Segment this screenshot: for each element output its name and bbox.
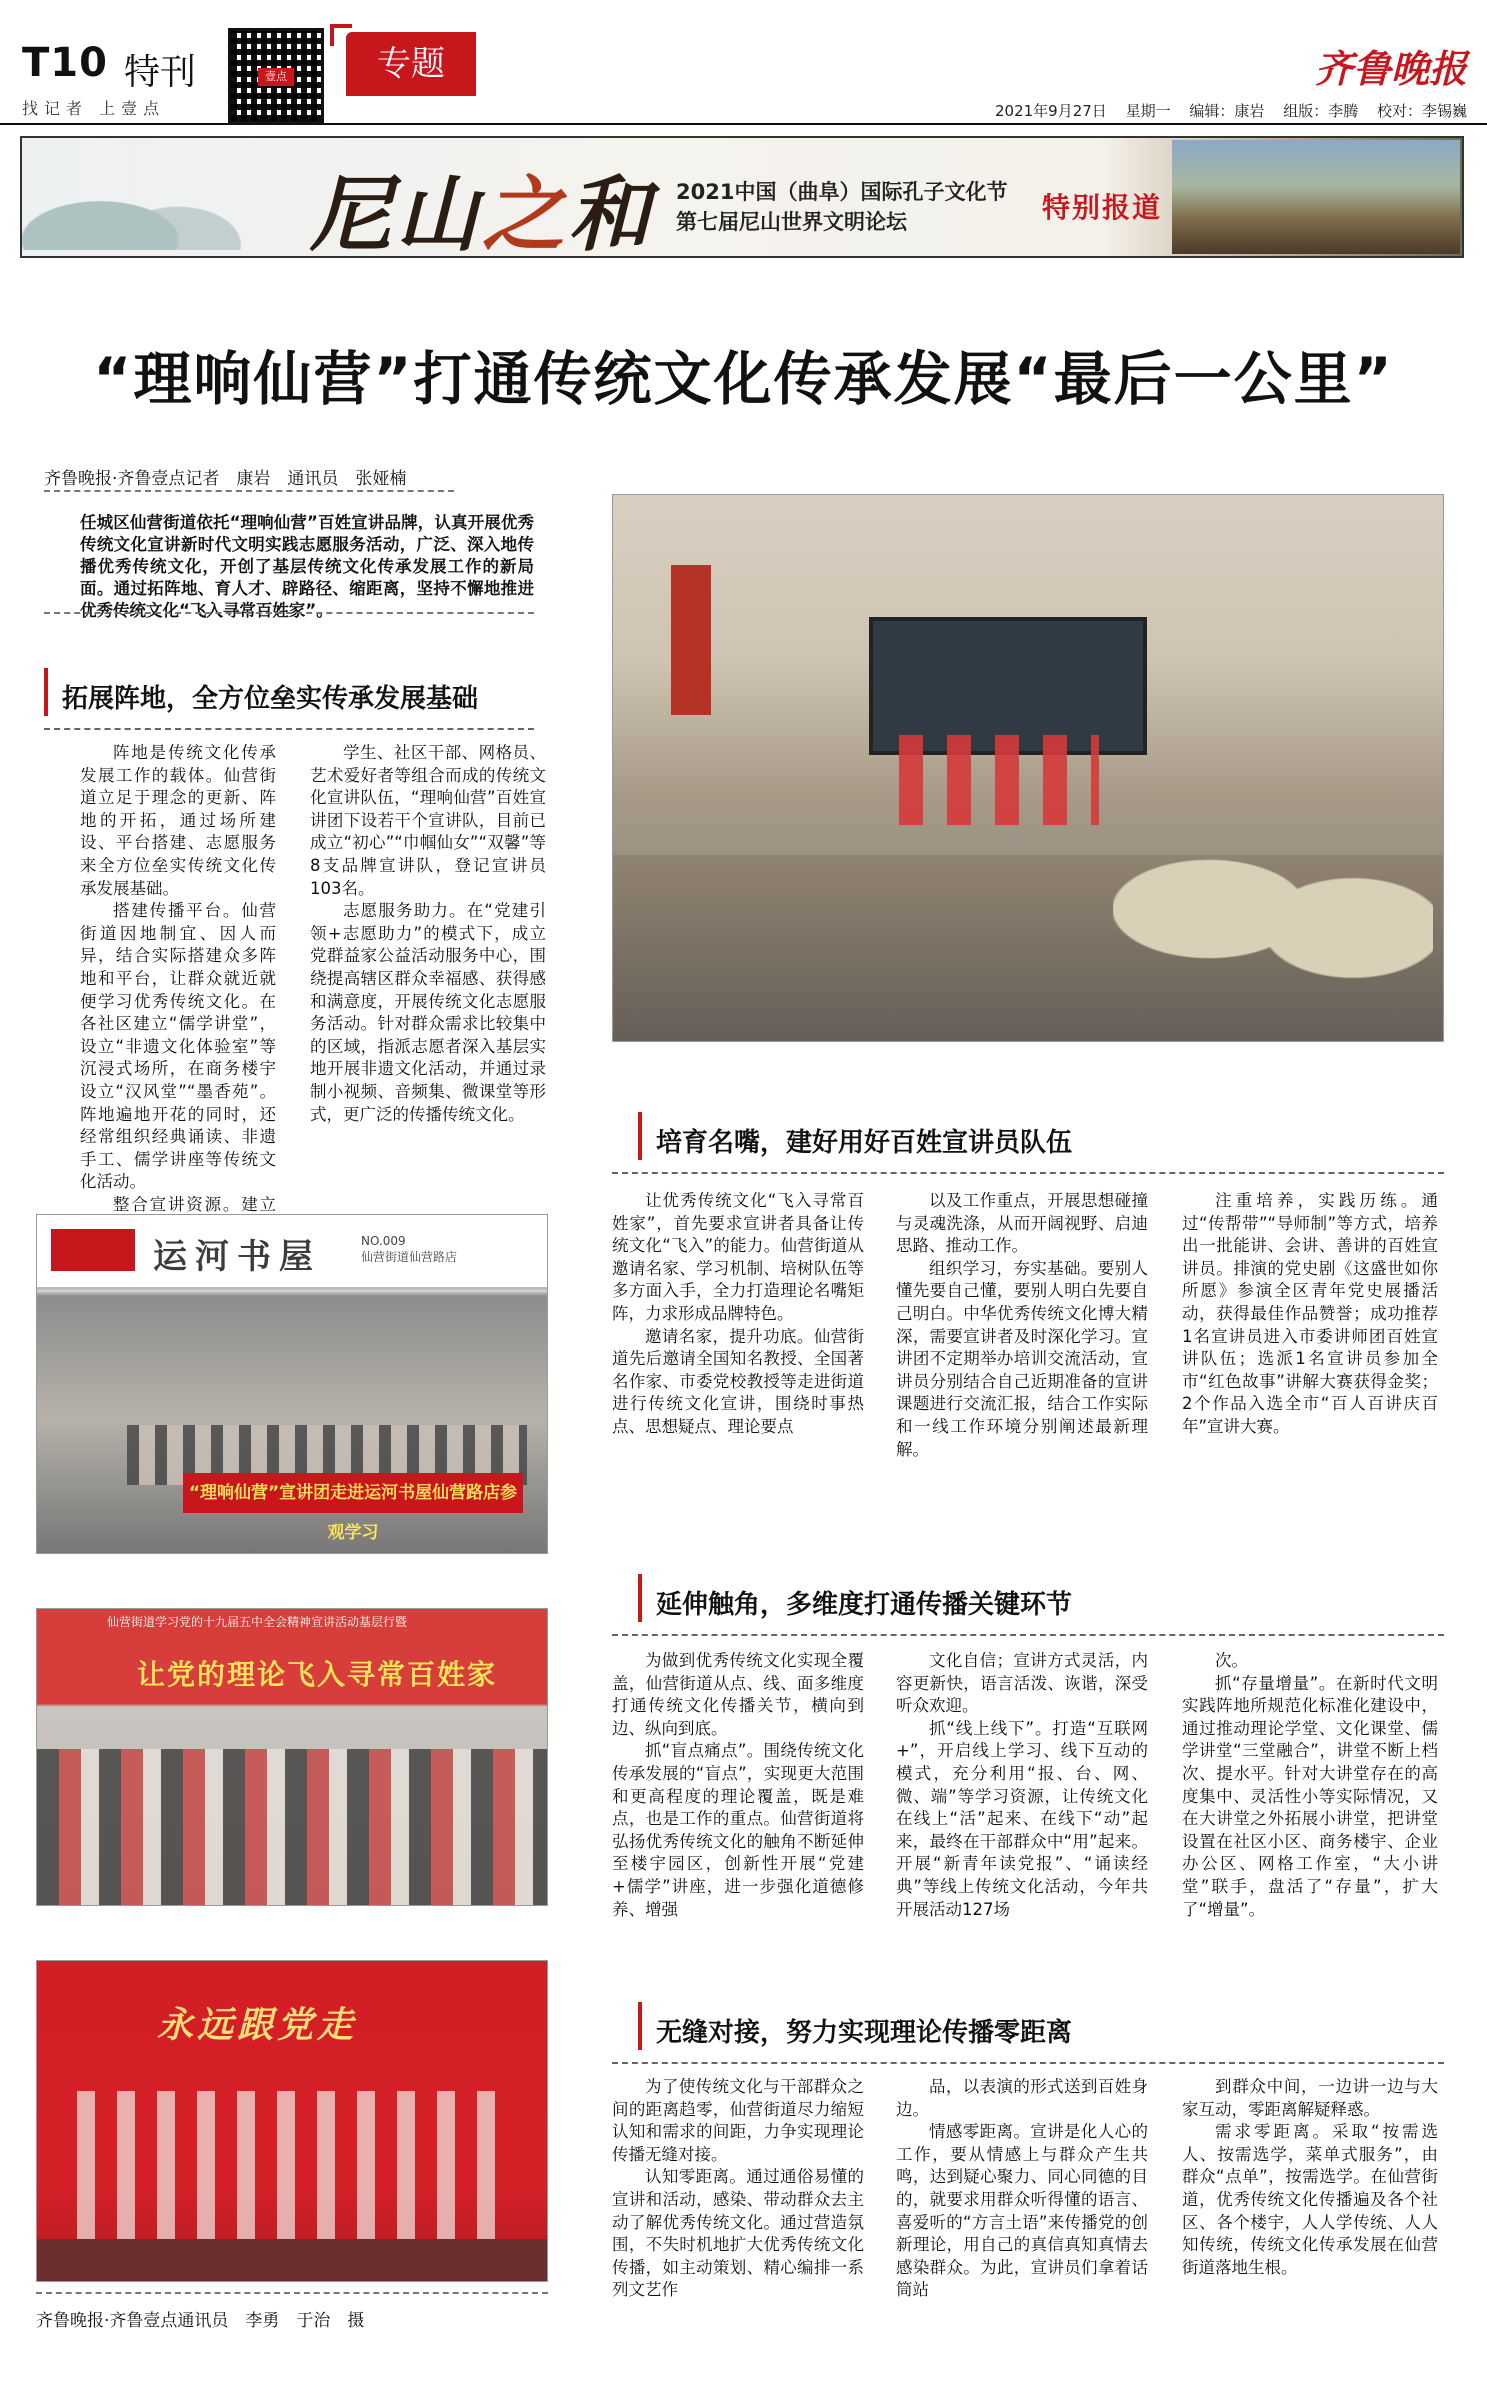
store-number — [361, 1233, 457, 1265]
header-slogan: 找记者 上壹点 — [22, 99, 166, 118]
divider — [612, 1634, 1444, 1636]
banner-tag: 特别报道 — [1042, 191, 1163, 224]
paragraph: 搭建传播平台。仙营街道因地制宜、因人而异，结合实际搭建众多阵地和平台，让群众就近就便学习优秀传统文化。在各社区建立“儒学讲堂”，设立“非遗文化体验室”等沉浸式场所，在商务楼宇设立“汉风堂”“墨香苑”。阵地遍地开花的同时，还经常组织经典诵读、非遗手工、儒学讲座等传统文化活动。 — [80, 901, 276, 1192]
photo-banner-title: 让党的理论飞入寻常百姓家 — [137, 1658, 498, 1691]
divider — [36, 2292, 548, 2294]
paragraph: 组织学习，夯实基础。要别人懂先要自己懂，要别人明白先要自己明白。中华优秀传统文化博大精深，需要宣讲者及时深化学习。宣讲团不定期举办培训交流活动，宣讲员分别结合自己近期准备的宣讲课题进行交流汇报，结合工作实际和一线工作环境分别阐述最新理解。 — [896, 1258, 1148, 1459]
paragraph: 认知零距离。通过通俗易懂的宣讲和活动，感染、带动群众去主动了解优秀传统文化。通过营造氛围，不失时机地扩大优秀传统文化传播，如主动策划、精心编排一系列文艺作 — [612, 2167, 864, 2300]
photo-lecture-group — [36, 1608, 548, 1906]
banner-title-part: 尼山 — [310, 167, 482, 263]
paragraph: 需求零距离。采取“按需选人、按需选学，菜单式服务”，由群众“点单”，按需选学。在仙营街道，优秀传统文化传播遍及各个社区、各个楼宇，人人学传统、人人知传统，传统文化传承发展在仙营街道落地生根。 — [1182, 2122, 1438, 2277]
banner-title-part: 和 — [568, 167, 654, 263]
body-column — [310, 742, 546, 1126]
paragraph: 文化自信；宣讲方式灵活，内容更新快，语言活泼、诙谐，深受听众欢迎。 — [896, 1651, 1148, 1716]
body-column — [612, 1190, 864, 1439]
body-column — [1182, 1650, 1438, 1921]
body-column — [1182, 2076, 1438, 2279]
stage-floor — [37, 2239, 548, 2282]
paragraph: 整合宣讲资源。建立 — [113, 1194, 276, 1214]
chairs — [1113, 795, 1433, 985]
banner-title — [310, 150, 654, 267]
people — [37, 1749, 548, 1906]
layout-credit: 组版：李腾 — [1283, 102, 1359, 120]
divider — [44, 728, 534, 730]
section-heading: 拓展阵地，全方位垒实传承发展基础 — [62, 678, 478, 715]
paragraph: 到群众中间，一边讲一边与大家互动，零距离解疑释惑。 — [1182, 2077, 1438, 2119]
body-column — [80, 742, 276, 1262]
issue-weekday: 星期一 — [1125, 102, 1171, 120]
paragraph: 阵地是传统文化传承发展工作的载体。仙营街道立足于理念的更新、阵地的开拓，通过场所建设、平台搭建、志愿服务来全方位垒实传统文化传承发展基础。 — [80, 743, 276, 898]
banner-subtitle-2: 第七届尼山世界文明论坛 — [676, 210, 907, 234]
photo-banner-top: 仙营街道学习党的十九届五中全会精神宣讲活动基层行暨 — [107, 1615, 408, 1629]
body-column — [896, 1190, 1148, 1461]
paragraph: 邀请名家，提升功底。仙营街道先后邀请全国知名教授、全国著名作家、市委党校教授等走进街道进行传统文化宣讲，围绕时事热点、思想疑点、理论要点 — [612, 1326, 864, 1436]
store-name: 运河书屋 — [153, 1237, 321, 1277]
dancers — [899, 735, 1099, 825]
group-banner: “理响仙营”宣讲团走进运河书屋仙营路店参观学习 — [183, 1473, 523, 1513]
section-heading: 培育名嘴，建好用好百姓宣讲员队伍 — [656, 1122, 1072, 1159]
store-address: 仙营街道仙营路店 — [361, 1250, 458, 1264]
body-column — [896, 1650, 1148, 1921]
paragraph: 次。 — [1215, 1651, 1248, 1670]
paragraph: 学生、社区干部、网格员、艺术爱好者等组合而成的传统文化宣讲队伍，“理响仙营”百姓宣讲团下设若干个宣讲队，目前已成立“初心”“巾帼仙女”“双馨”等8支品牌宣讲队，登记宣讲员103名。 — [310, 743, 546, 898]
masthead-logo: 齐鲁晚报 — [1314, 46, 1467, 91]
paragraph: 注重培养，实践历练。通过“传帮带”“导师制”等方式，培养出一批能讲、会讲、善讲的百姓宣讲员。排演的党史剧《这盛世如你所愿》参演全区青年党史展播活动，获得最佳作品赞誉；成功推荐1名宣讲员进入市委讲师团百姓宣讲队伍；选派1名宣讲员参加全市“红色故事”讲解大赛获得金奖；2个作品入选全市“百人百讲庆百年”宣讲大赛。 — [1182, 1191, 1438, 1436]
paragraph: 抓“线上线下”。打造“互联网+”，开启线上学习、线下互动的模式，充分利用“报、台、网、微、端”等学习资源，让传统文化在线上“活”起来、在线下“动”起来，最终在干部群众中“用”起来。开展“新青年读党报”、“诵读经典”等线上传统文化活动，今年共开展活动127场 — [896, 1718, 1148, 1919]
photo-stage-show — [36, 1960, 548, 2282]
byline: 齐鲁晚报·齐鲁壹点记者 康岩 通讯员 张娅楠 — [44, 469, 407, 489]
body-column — [612, 1650, 864, 1921]
divider — [612, 2062, 1444, 2064]
paragraph: 抓“存量增量”。在新时代文明实践阵地所规范化标准化建设中，通过推动理论学堂、文化课堂、儒学讲堂“三堂融合”，讲堂不断上档次、提水平。针对大讲堂存在的高度集中、灵活性小等实际情况，又在大讲堂之外拓展小讲堂，把讲堂设置在社区小区、商务楼宇、企业办公区、网格工作室，“大小讲堂”联手，盘活了“存量”，扩大了“增量”。 — [1182, 1673, 1438, 1919]
banner-photo — [1172, 140, 1460, 254]
page-number: T10 — [22, 40, 108, 86]
body-column — [896, 2076, 1148, 2302]
photo-performance — [612, 494, 1444, 1042]
photo-credit: 齐鲁晚报·齐鲁壹点通讯员 李勇 于治 摄 — [36, 2311, 365, 2331]
section-heading: 延伸触角，多维度打通传播关键环节 — [656, 1584, 1072, 1621]
header-meta — [981, 100, 1467, 121]
topic-label: 专题 — [346, 32, 476, 96]
header-rule — [0, 123, 1487, 125]
section-name: 特刊 — [124, 52, 197, 93]
store-no-text: NO.009 — [361, 1234, 406, 1248]
divider — [44, 490, 454, 492]
paragraph: 抓“盲点痛点”。围绕传统文化传承发展的“盲点”，实现更大范围和更高程度的理论覆盖，既是难点，也是工作的重点。仙营街道将弘扬优秀传统文化的触角不断延伸至楼宇园区，创新性开展“党建+儒学”讲座，进一步强化道德修养、增强 — [612, 1741, 864, 1919]
paragraph: 让优秀传统文化“飞入寻常百姓家”，首先要求宣讲者具备让传统文化“飞入”的能力。仙营街道从邀请名家、学习机制、培树队伍等多方面入手，全力打造理论名嘴矩阵，力求形成品牌特色。 — [612, 1191, 864, 1323]
headline: “理响仙营”打通传统文化传承发展“最后一公里” — [93, 345, 1394, 413]
lead-paragraph: 任城区仙营街道依托“理响仙营”百姓宣讲品牌，认真开展优秀传统文化宣讲新时代文明实践志愿服务活动，广泛、深入地传播优秀传统文化，开创了基层传统文化传承发展工作的新局面。通过拓阵地、育人才、辟路径、缩距离，坚持不懈地推进优秀传统文化“飞入寻常百姓家”。 — [80, 513, 534, 620]
proof-credit: 校对：李锡巍 — [1376, 102, 1467, 120]
banner-title-part: 之 — [482, 167, 568, 263]
paragraph: 品，以表演的形式送到百姓身边。 — [896, 2077, 1148, 2119]
editor-credit: 编辑：康岩 — [1189, 102, 1265, 120]
divider — [612, 1172, 1444, 1174]
section-heading: 无缝对接，努力实现理论传播零距离 — [656, 2012, 1072, 2049]
issue-date: 2021年9月27日 — [995, 102, 1107, 120]
qr-badge: 壹点 — [258, 68, 294, 86]
paragraph: 以及工作重点，开展思想碰撞与灵魂洗涤，从而开阔视野、启迪思路、推动工作。 — [896, 1191, 1148, 1256]
divider — [44, 612, 534, 614]
wall-sign — [671, 565, 711, 715]
paragraph: 为做到优秀传统文化实现全覆盖，仙营街道从点、线、面多维度打通传统文化传播关节，横向到边、纵向到底。 — [612, 1651, 864, 1738]
banner-subtitle-1: 2021中国（曲阜）国际孔子文化节 — [676, 180, 1008, 204]
body-column — [612, 2076, 864, 2302]
photo-bookstore — [36, 1214, 548, 1554]
paragraph: 志愿服务助力。在“党建引领+志愿助力”的模式下，成立党群益家公益活动服务中心，围绕提高辖区群众幸福感、获得感和满意度，开展传统文化志愿服务活动。针对群众需求比较集中的区域，指派志愿者深入基层实地开展非遗文化活动，并通过录制小视频、音频集、微课堂等形式，更广泛的传播传统文化。 — [310, 901, 546, 1124]
performers — [77, 2091, 517, 2241]
paragraph: 情感零距离。宣讲是化人心的工作，要从情感上与群众产生共鸣，达到疑心聚力、同心同德的目的，就要求用群众听得懂的语言、喜爱听的“方言土语”来传播党的创新理论，用自己的真信真知真情去感染群众。为此，宣讲员们拿着话筒站 — [896, 2122, 1148, 2300]
body-column — [1182, 1190, 1438, 1439]
mountain-illustration-icon — [22, 150, 282, 250]
paragraph: 为了使传统文化与干部群众之间的距离趋零，仙营街道尽力缩短认知和需求的间距，力争实现理论传播无缝对接。 — [612, 2077, 864, 2164]
store-logo-icon — [51, 1229, 135, 1271]
stage-backdrop-title: 永远跟党走 — [157, 2004, 358, 2046]
